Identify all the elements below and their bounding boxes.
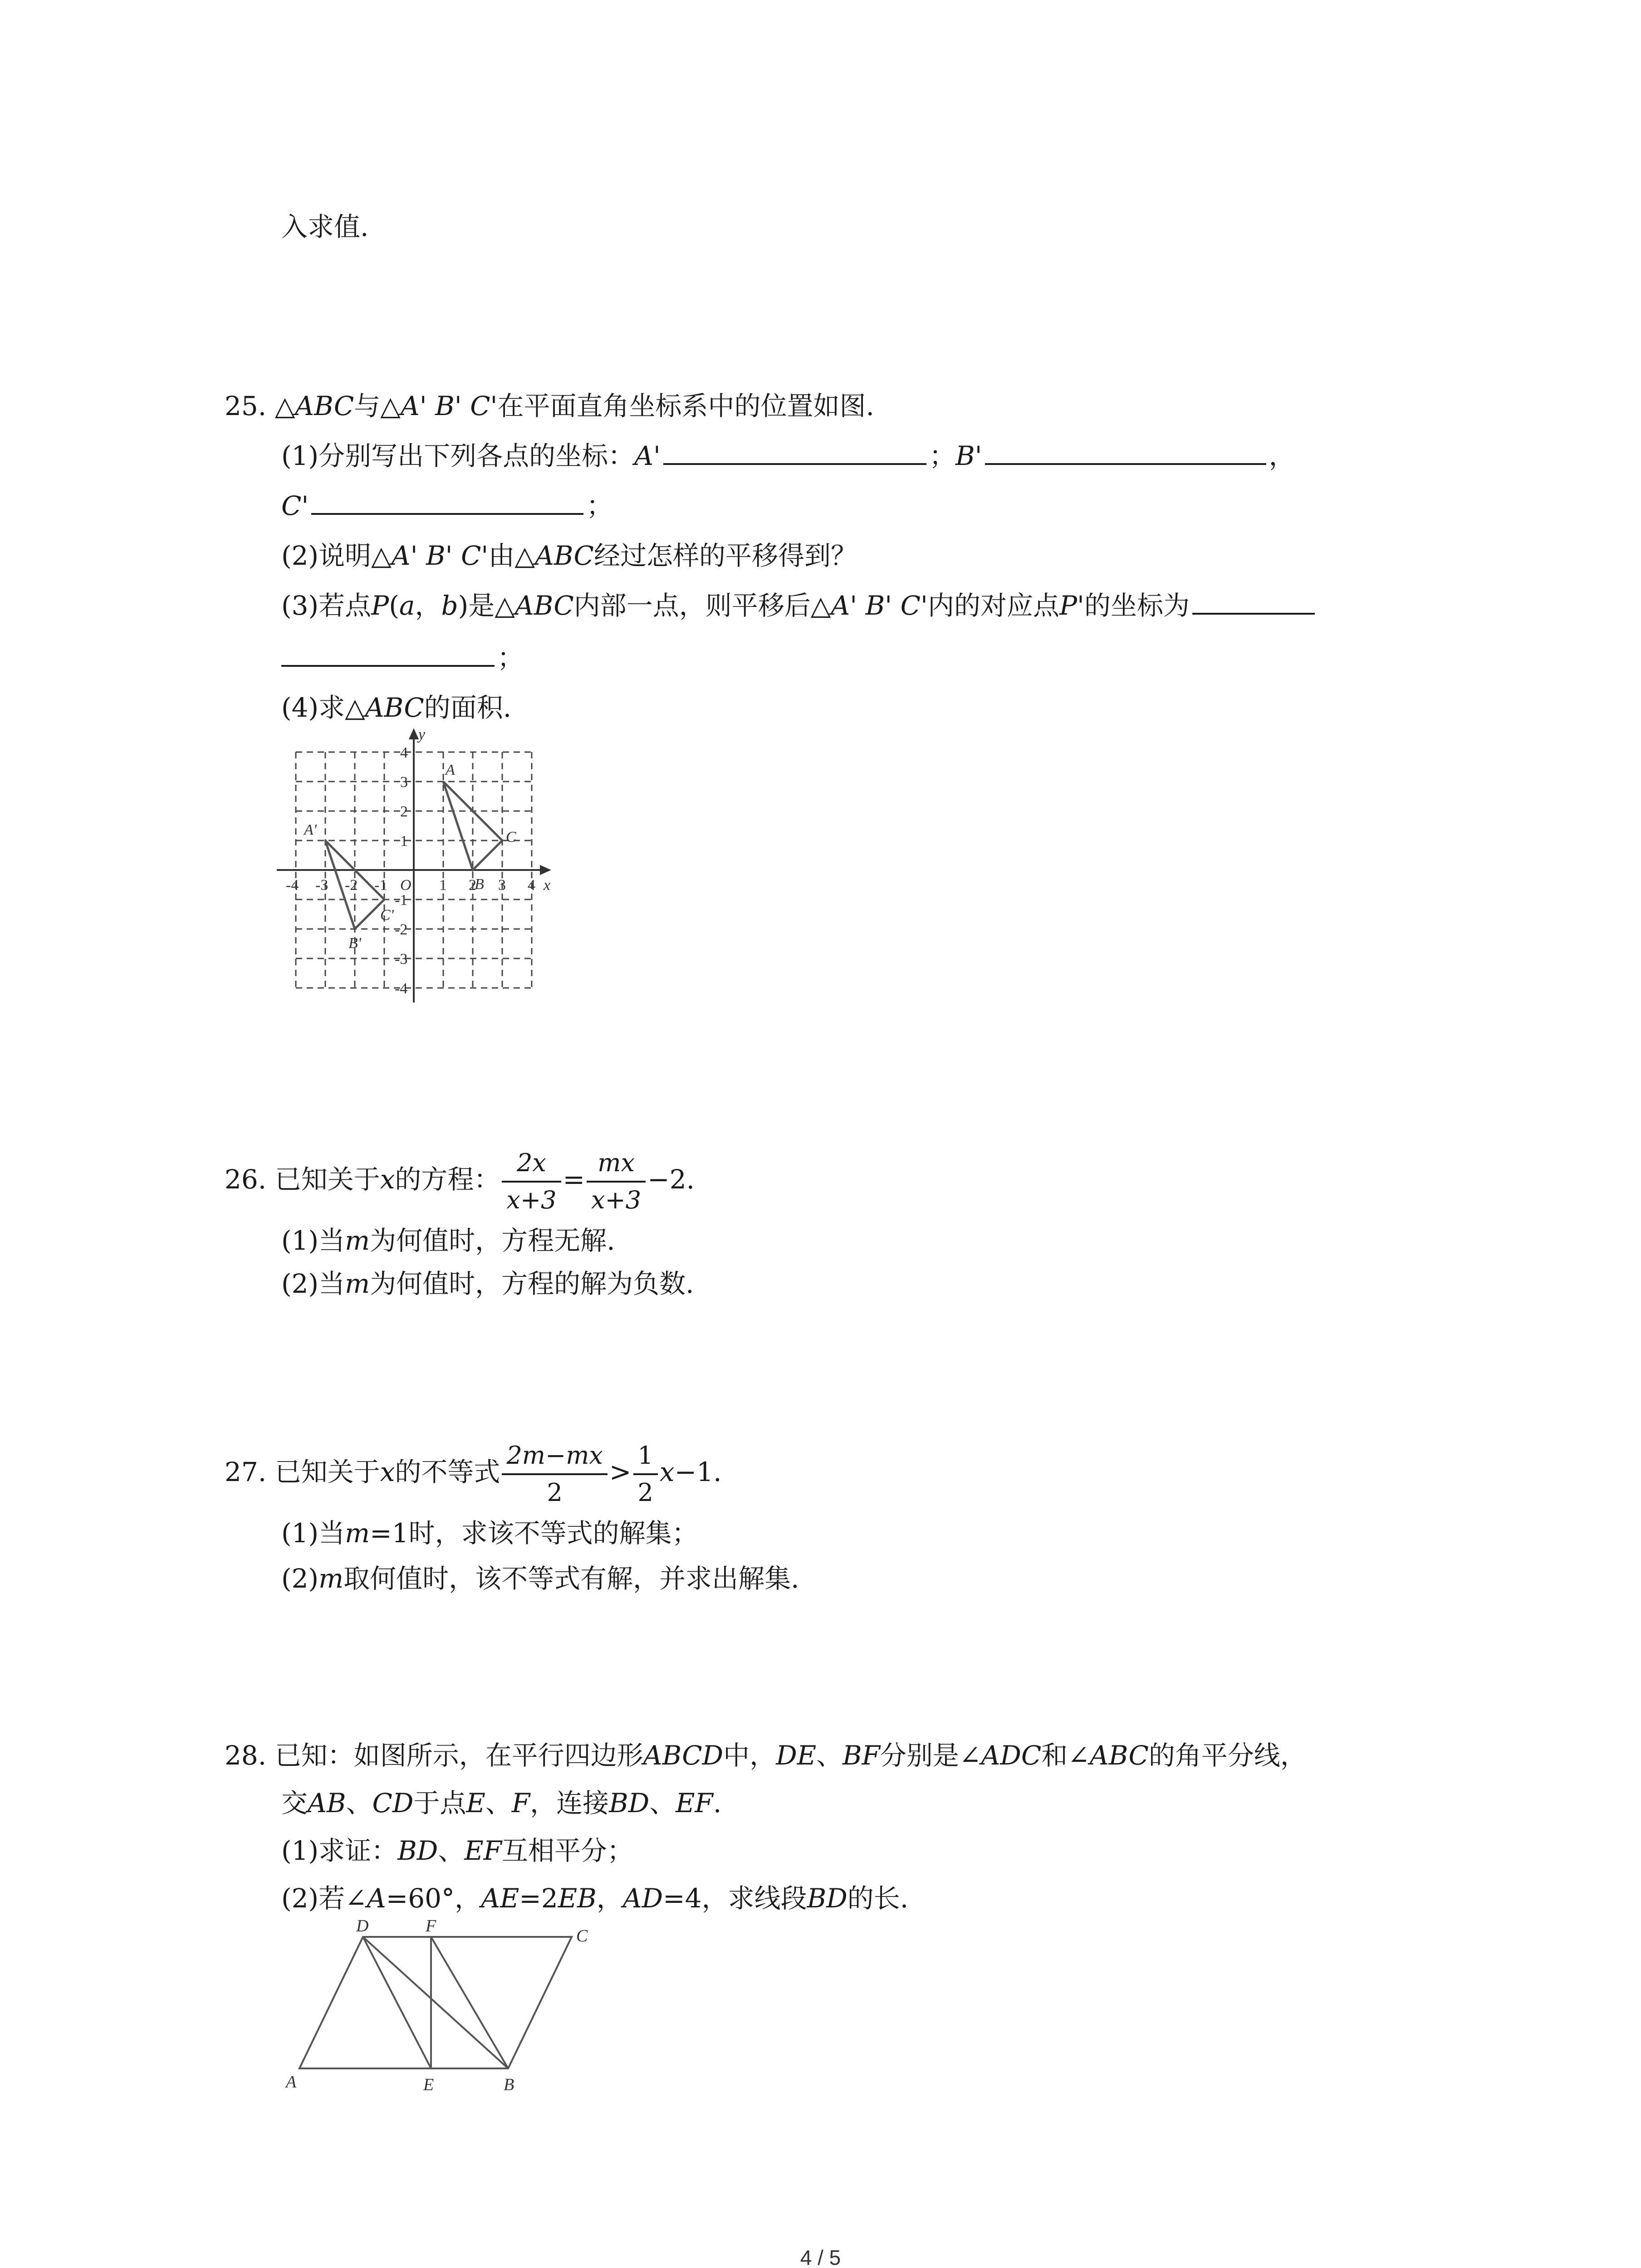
axes <box>277 730 549 1002</box>
x-axis-label: x <box>544 877 551 894</box>
y-tick-label: -2 <box>395 921 408 938</box>
answer-blank-b-prime[interactable] <box>985 438 1266 465</box>
y-tick-label: 1 <box>400 833 408 850</box>
y-tick-label: -1 <box>395 892 408 909</box>
vertex-label-a: A <box>286 2072 297 2092</box>
q25-part3: (3)若点P(a，b)是△ABC内部一点，则平移后△A' B' C'内的对应点P'的坐标为 <box>281 587 1318 624</box>
q25-part4: (4)求△ABC的面积. <box>281 692 512 723</box>
q28-stem-line1: 28. 已知：如图所示，在平行四边形ABCD中，DE、BF分别是∠ADC和∠ABC的角平分线， <box>225 1740 1307 1771</box>
point-label-e: E <box>423 2075 434 2094</box>
q28-part2: (2)若∠A=60°，AE=2EB，AD=4，求线段BD的长. <box>281 1883 909 1914</box>
x-tick-label: -1 <box>374 877 387 894</box>
x-tick-label: 2 <box>469 877 476 894</box>
q27-part1: (1)当m=1时，求该不等式的解集； <box>281 1518 698 1549</box>
vertex-label-c: C <box>576 1926 588 1945</box>
y-tick-label: 2 <box>400 803 408 820</box>
q25-stem: 25. △ABC与△A' B' C'在平面直角坐标系中的位置如图. <box>225 391 874 421</box>
x-tick-label: 1 <box>439 877 447 894</box>
q28-parallelogram-figure <box>272 1919 617 2100</box>
point-label-c: C <box>506 829 516 846</box>
fraction: $\frac{1}{2}$ <box>633 1441 658 1508</box>
continuation-text: 入求值. <box>281 211 369 242</box>
q25-part3-cont: ； <box>281 640 524 676</box>
answer-blank-c-prime[interactable] <box>311 488 583 515</box>
q27-part2: (2)m取何值时，该不等式有解，并求出解集. <box>281 1563 799 1594</box>
q28-stem-line2: 交AB、CD于点E、F，连接BD、EF. <box>281 1788 722 1818</box>
segment-bd <box>363 1937 508 2068</box>
y-tick-label: -3 <box>395 951 408 968</box>
answer-blank-a-prime[interactable] <box>663 438 926 465</box>
x-tick-label: -4 <box>286 877 299 894</box>
vertex-label-d: D <box>356 1919 369 1936</box>
origin-label: O <box>400 877 411 894</box>
y-tick-label: 3 <box>400 774 408 791</box>
x-tick-label: 4 <box>528 877 535 894</box>
q25-part1-cont: C' ； <box>281 488 612 524</box>
q26-part2: (2)当m为何值时，方程的解为负数. <box>281 1268 694 1299</box>
point-label-b-prime: B' <box>348 935 362 952</box>
answer-blank-p-prime[interactable] <box>1192 587 1315 615</box>
vertex-label-b: B <box>504 2075 514 2094</box>
fraction: $\frac{mx}{x+3}$ <box>587 1148 646 1215</box>
triangle-abc <box>443 782 502 870</box>
q25-coordinate-figure <box>272 726 572 1007</box>
x-tick-label: 3 <box>498 877 506 894</box>
q26-stem: 26. 已知关于x的方程： $\frac{2x}{x+3}$ = $\frac{mx}{x+3}$ −2. <box>225 1148 695 1214</box>
fraction: $\frac{2x}{x+3}$ <box>502 1148 561 1215</box>
answer-blank-p-prime-cont[interactable] <box>281 640 495 667</box>
q25-part2: (2)说明△A' B' C'由△ABC经过怎样的平移得到？ <box>281 540 857 571</box>
q27-stem: 27. 已知关于x的不等式 $\frac{2m-mx}{2}$ > $\frac{1}{2}$ x−1. <box>225 1441 722 1507</box>
point-label-c-prime: C' <box>380 907 394 924</box>
q28-part1: (1)求证：BD、EF互相平分； <box>281 1835 633 1866</box>
y-tick-label: -4 <box>395 980 408 997</box>
q26-part1: (1)当m为何值时，方程无解. <box>281 1225 615 1256</box>
fraction: $\frac{2m-mx}{2}$ <box>502 1441 607 1508</box>
q25-part1: (1)分别写出下列各点的坐标：A' ；B' ， <box>281 438 1295 474</box>
y-axis-label: y <box>418 726 426 743</box>
y-tick-label: 4 <box>400 744 408 761</box>
point-label-f: F <box>426 1919 436 1936</box>
point-label-a: A <box>446 762 455 778</box>
point-label-a-prime: A' <box>304 821 317 838</box>
x-tick-label: -3 <box>315 877 328 894</box>
point-label-b: B <box>475 876 484 893</box>
segment-de <box>363 1937 431 2068</box>
page-number: 4 / 5 <box>800 2246 841 2268</box>
x-tick-label: -2 <box>345 877 358 894</box>
segment-bf <box>431 1937 508 2068</box>
